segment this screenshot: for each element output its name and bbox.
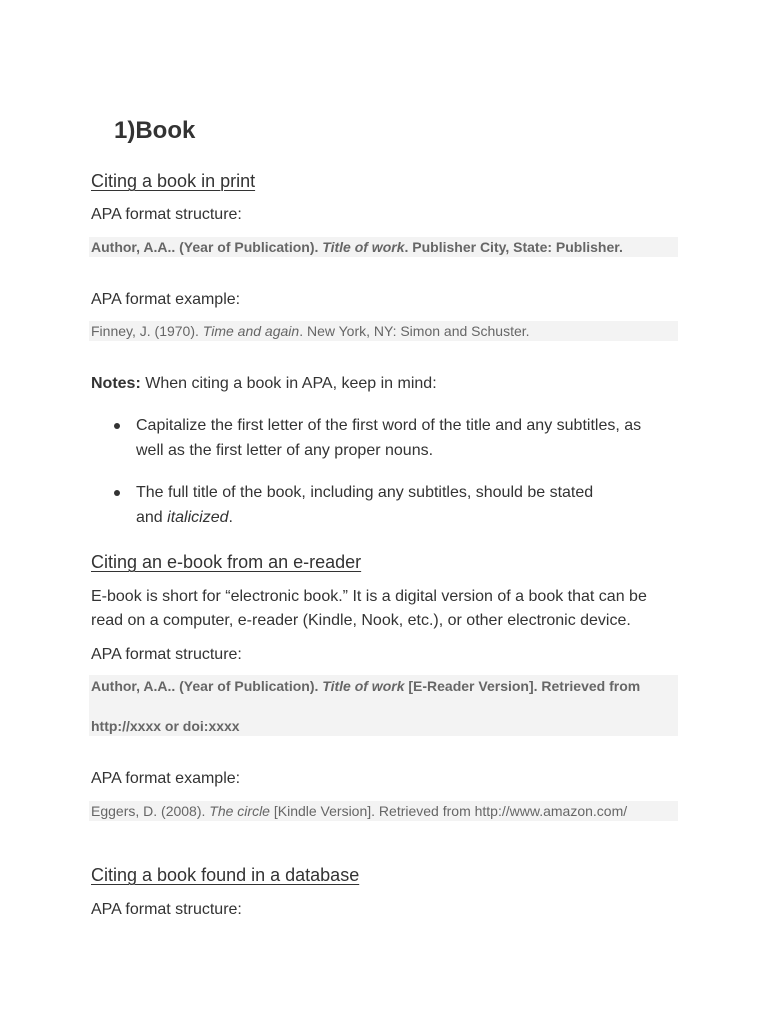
example-title-italic: Time and again xyxy=(202,323,300,339)
list-item-line: The full title of the book, including any subtitles, should be stated xyxy=(136,484,594,501)
structure-line: http://xxxx or doi:xxxx xyxy=(91,718,240,734)
notes-label: Notes: xyxy=(91,375,141,392)
example-text-end: [Kindle Version]. Retrieved from http://www.amazon.com/ xyxy=(269,803,628,819)
structure-label: APA format structure: xyxy=(91,646,242,663)
section-heading-ebook: Citing an e-book from an e-reader xyxy=(91,552,362,572)
bullet-icon xyxy=(114,423,120,429)
list-item-line: Capitalize the first letter of the first word of the title and any subtitles, as xyxy=(136,417,642,434)
ebook-intro-line: read on a computer, e-reader (Kindle, Nook, etc.), or other electronic device. xyxy=(91,612,631,629)
list-item xyxy=(114,414,674,464)
structure-text-end: . Publisher City, State: Publisher. xyxy=(404,239,623,255)
example-text-start: Eggers, D. (2008). xyxy=(91,803,210,819)
list-item-italic: italicized xyxy=(167,508,229,526)
example-label: APA format example: xyxy=(91,291,241,308)
citation-example-box xyxy=(89,321,678,341)
list-item-text xyxy=(136,481,676,530)
example-text-end: . New York, NY: Simon and Schuster. xyxy=(299,323,530,339)
section-heading-book-in-print: Citing a book in print xyxy=(91,171,256,191)
notes-text: When citing a book in APA, keep in mind: xyxy=(140,375,437,392)
structure-text-start: Author, A.A.. (Year of Publication). xyxy=(91,678,323,694)
list-item xyxy=(114,481,674,531)
structure-text-start: Author, A.A.. (Year of Publication). xyxy=(91,239,323,255)
structure-text-end: [E-Reader Version]. Retrieved from xyxy=(404,678,641,694)
example-label: APA format example: xyxy=(91,770,241,787)
structure-label: APA format structure: xyxy=(91,901,242,918)
list-item-line-suffix: . xyxy=(228,508,233,526)
page-title: 1)Book xyxy=(114,117,196,144)
structure-title-italic: Title of work xyxy=(322,239,405,255)
example-text-start: Finney, J. (1970). xyxy=(91,323,203,339)
list-item-line: well as the first letter of any proper nouns. xyxy=(136,441,434,459)
structure-line xyxy=(91,676,640,696)
citation-structure-box xyxy=(89,675,678,736)
list-item-text xyxy=(136,414,676,463)
section-heading-database: Citing a book found in a database xyxy=(91,865,360,885)
structure-label: APA format structure: xyxy=(91,206,242,223)
list-item-line-prefix: and xyxy=(136,508,168,526)
ebook-intro-line: E-book is short for “electronic book.” It is a digital version of a book that can be xyxy=(91,588,647,605)
bullet-icon xyxy=(114,490,120,496)
structure-title-italic: Title of work xyxy=(322,678,405,694)
notes-paragraph xyxy=(91,372,437,396)
citation-structure-box xyxy=(89,237,678,257)
example-title-italic: The circle xyxy=(209,803,270,819)
citation-example-box xyxy=(89,801,678,821)
